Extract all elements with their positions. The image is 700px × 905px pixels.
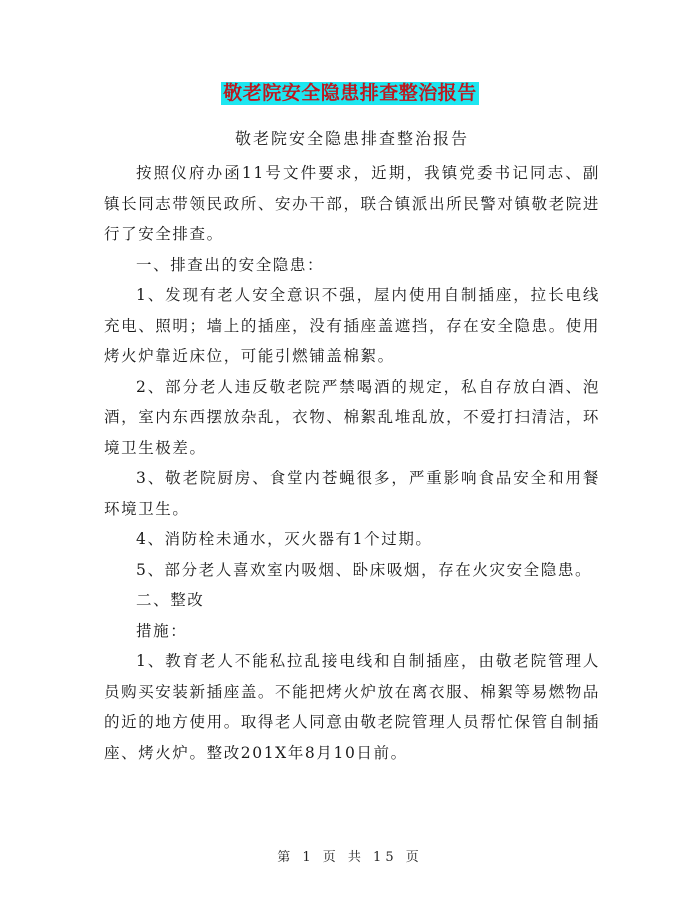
intro-paragraph: 按照仪府办函11号文件要求，近期，我镇党委书记同志、副镇长同志带领民政所、安办干部，联合镇派出所民警对镇敬老院进行了安全排查。: [104, 164, 600, 243]
page-number-footer: 第 1 页 共 15 页: [277, 850, 423, 865]
hazard-item-4: 4、消防栓未通水，灭火器有1个过期。: [136, 530, 433, 548]
document-body: [104, 128, 600, 768]
hazard-item-3: 3、敬老院厨房、食堂内苍蝇很多，严重影响食品安全和用餐环境卫生。: [104, 469, 600, 518]
section-heading-hazards: 一、排查出的安全隐患：: [136, 255, 325, 274]
document-title: 敬老院安全隐患排查整治报告: [223, 82, 477, 104]
measure-item-1: 1、教育老人不能私拉乱接电线和自制插座，由敬老院管理人员购买安装新插座盖。不能把烤火炉放在离衣服、棉絮等易燃物品的近的地方使用。取得老人同意由敬老院管理人员帮忙保管自制插座、烤火炉。整改201X年8月10日前。: [104, 652, 600, 762]
hazard-item-1: 1、发现有老人安全意识不强，屋内使用自制插座，拉长电线充电、照明；墙上的插座，没有插座盖遮挡，存在安全隐患。使用烤火炉靠近床位，可能引燃铺盖棉絮。: [104, 286, 600, 365]
hazard-item-2: 2、部分老人违反敬老院严禁喝酒的规定，私自存放白酒、泡酒，室内东西摆放杂乱，衣物、棉絮乱堆乱放，不爱打扫清洁，环境卫生极差。: [104, 377, 600, 457]
hazard-item-5: 5、部分老人喜欢室内吸烟、卧床吸烟，存在火灾安全隐患。: [136, 560, 593, 579]
title-container: [0, 82, 700, 105]
measures-label: 措施：: [136, 621, 188, 640]
section-heading-rectification: 二、整改: [136, 591, 205, 609]
document-subtitle: 敬老院安全隐患排查整治报告: [234, 129, 469, 148]
